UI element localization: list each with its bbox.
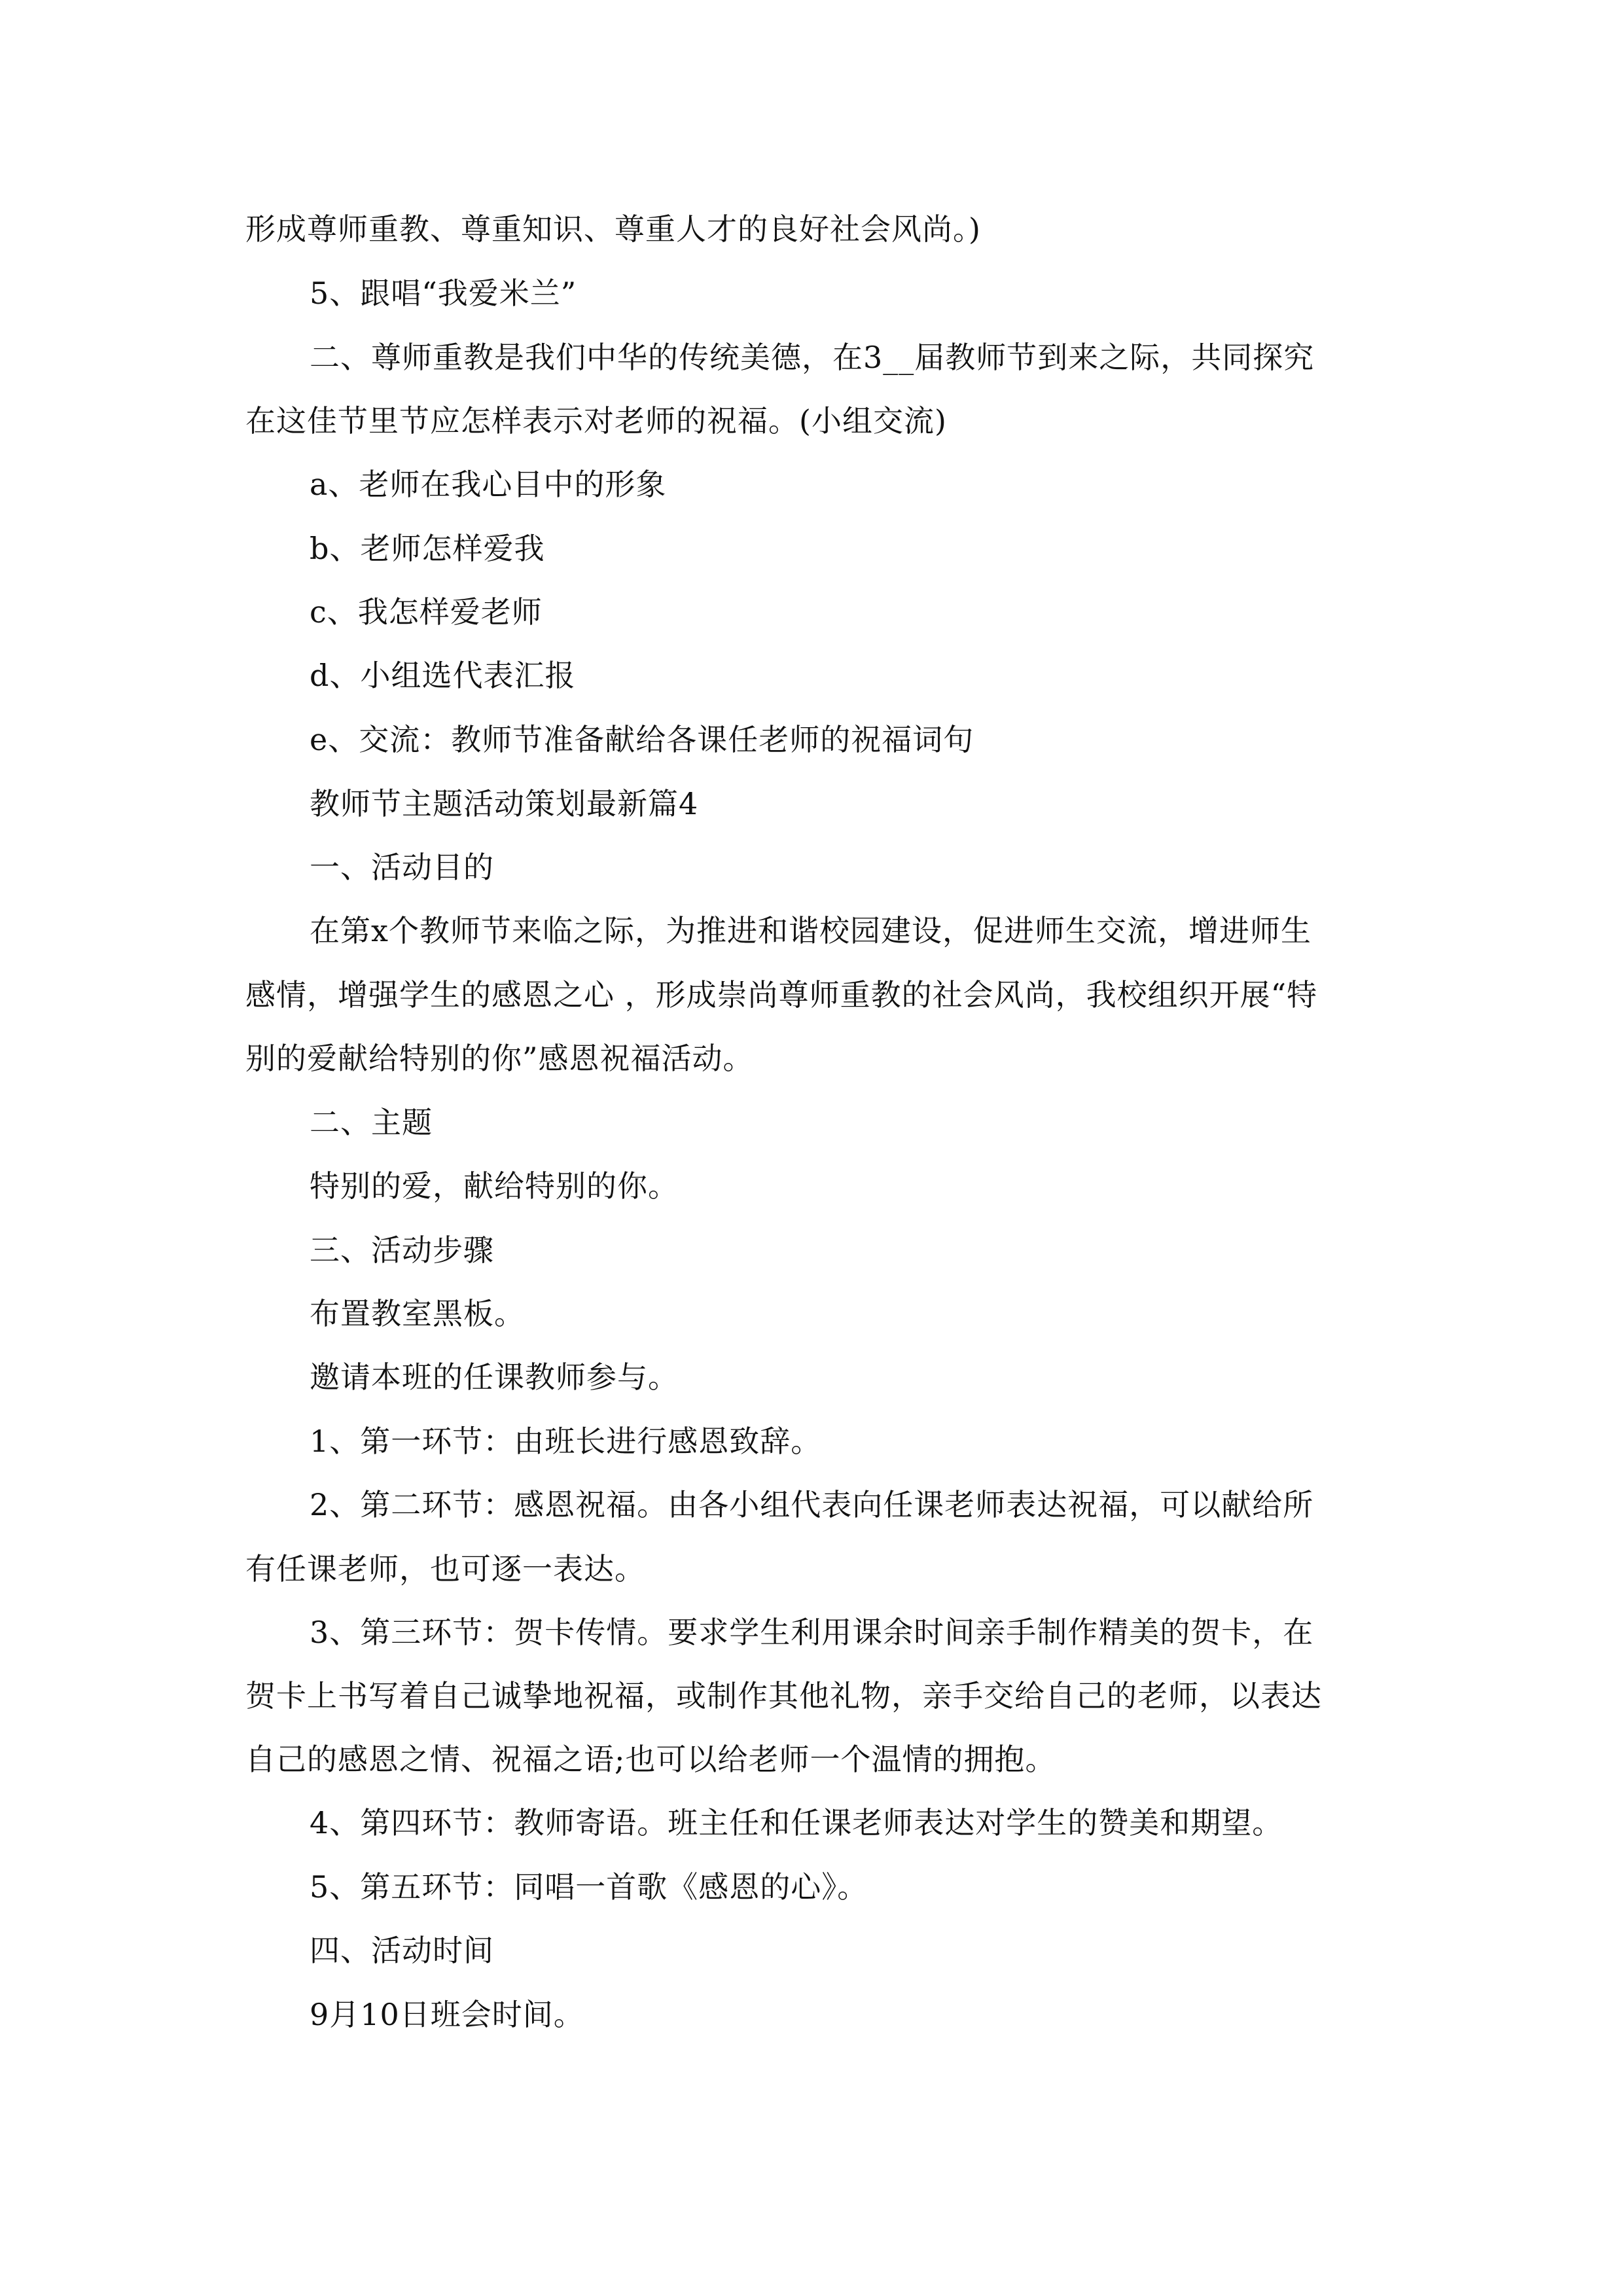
paragraph-line: 形成尊师重教、尊重知识、尊重人才的良好社会风尚。) — [245, 211, 981, 247]
paragraph-line: 9月10日班会时间。 — [310, 1997, 584, 2032]
step-line: 3、第三环节：贺卡传情。要求学生利用课余时间亲手制作精美的贺卡，在 — [310, 1615, 1314, 1650]
paragraph-line: 感情，增强学生的感恩之心 ，形成崇尚尊师重教的社会风尚，我校组织开展“特 — [245, 977, 1318, 1013]
paragraph-line: 布置教室黑板。 — [310, 1296, 525, 1331]
section-title: 教师节主题活动策划最新篇4 — [310, 786, 699, 821]
paragraph-line: 特别的爱，献给特别的你。 — [310, 1168, 679, 1204]
paragraph-line: 贺卡上书写着自己诚挚地祝福，或制作其他礼物，亲手交给自己的老师，以表达 — [245, 1678, 1322, 1713]
step-line: 1、第一环节：由班长进行感恩致辞。 — [310, 1424, 822, 1459]
step-line: 2、第二环节：感恩祝福。由各小组代表向任课老师表达祝福，可以献给所 — [310, 1487, 1314, 1522]
paragraph-line: 邀请本班的任课教师参与。 — [310, 1359, 679, 1395]
step-line: 5、第五环节：同唱一首歌《感恩的心》。 — [310, 1869, 868, 1905]
paragraph-line: 别的爱献给特别的你”感恩祝福活动。 — [245, 1041, 754, 1076]
paragraph-line: 5、跟唱“我爱米兰” — [310, 276, 577, 311]
section-heading: 三、活动步骤 — [310, 1232, 494, 1268]
paragraph-line: 在第x个教师节来临之际，为推进和谐校园建设，促进师生交流，增进师生 — [310, 913, 1311, 948]
list-item-c: c、我怎样爱老师 — [310, 594, 543, 630]
paragraph-line: 自己的感恩之情、祝福之语;也可以给老师一个温情的拥抱。 — [245, 1742, 1056, 1777]
section-heading: 四、活动时间 — [310, 1933, 494, 1968]
paragraph-line: 二、尊师重教是我们中华的传统美德，在3__届教师节到来之际，共同探究 — [310, 340, 1315, 375]
list-item-b: b、老师怎样爱我 — [310, 531, 545, 566]
section-heading: 一、活动目的 — [310, 850, 494, 885]
list-item-e: e、交流：教师节准备献给各课任老师的祝福词句 — [310, 722, 974, 757]
list-item-d: d、小组选代表汇报 — [310, 658, 576, 693]
paragraph-line: 在这佳节里节应怎样表示对老师的祝福。(小组交流) — [245, 403, 947, 439]
list-item-a: a、老师在我心目中的形象 — [310, 467, 667, 502]
section-heading: 二、主题 — [310, 1105, 433, 1140]
step-line: 4、第四环节：教师寄语。班主任和任课老师表达对学生的赞美和期望。 — [310, 1805, 1283, 1840]
paragraph-line: 有任课老师，也可逐一表达。 — [245, 1551, 645, 1587]
